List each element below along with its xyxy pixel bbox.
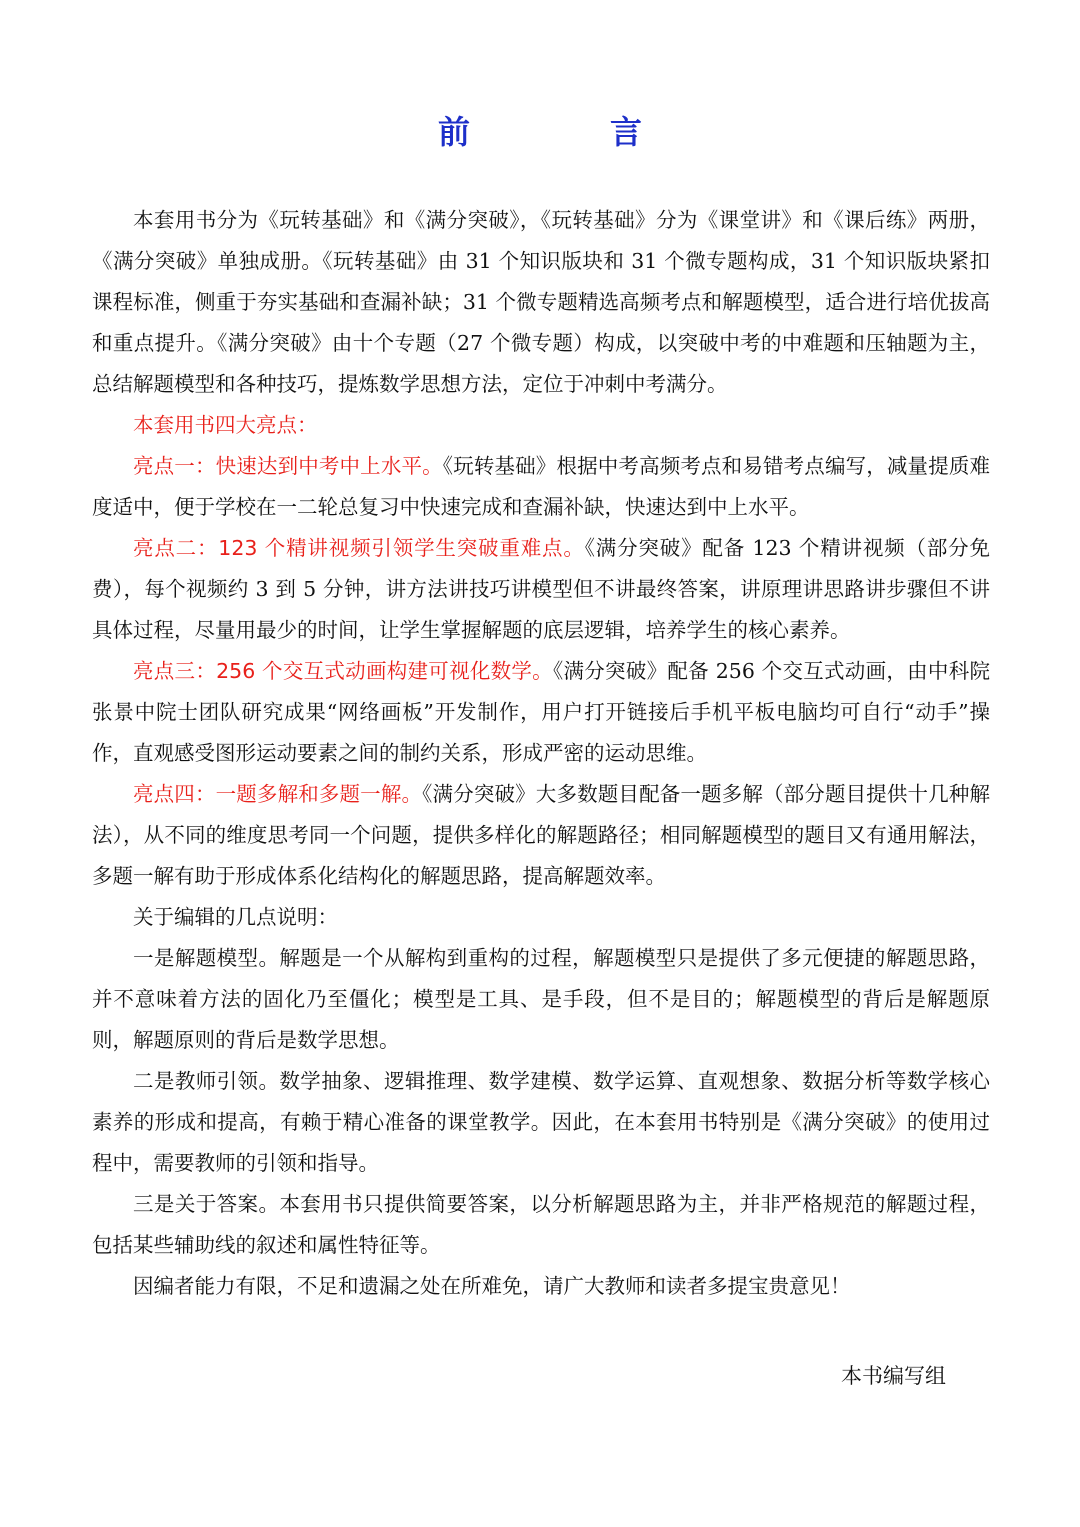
signature: 本书编写组: [841, 1364, 946, 1388]
note-3: 三是关于答案。本套用书只提供简要答案，以分析解题思路为主，并非严格规范的解题过程，包括某些辅助线的叙述和属性特征等。: [92, 1192, 990, 1257]
highlight-4-body: 《满分突破》大多数题目配备一题多解（部分题目提供十几种解法），从不同的维度思考同一个问题，提供多样化的解题路径；相同解题模型的题目又有通用解法，多题一解有助于形成体系化结构化的解题思路，提高解题效率。: [92, 782, 991, 888]
note-2: 二是教师引领。数学抽象、逻辑推理、数学建模、数学运算、直观想象、数据分析等数学核心素养的形成和提高，有赖于精心准备的课堂教学。因此，在本套用书特别是《满分突破》的使用过程中，需要教师的引领和指导。: [92, 1069, 990, 1175]
closing-paragraph: 因编者能力有限，不足和遗漏之处在所难免，请广大教师和读者多提宝贵意见！: [133, 1274, 851, 1298]
highlight-3-title: 亮点三：256 个交互式动画构建可视化数学。: [133, 659, 553, 683]
preface-body: [92, 200, 990, 1307]
highlight-4: [92, 774, 990, 897]
highlight-3: [92, 651, 990, 774]
intro-paragraph: 本套用书分为《玩转基础》和《满分突破》，《玩转基础》分为《课堂讲》和《课后练》两册，《满分突破》单独成册。《玩转基础》由 31 个知识版块和 31 个微专题构成，31 个知识版块紧扣课程标准，侧重于夯实基础和查漏补缺；31 个微专题精选高频考点和解题模型，适合进行培优拔高和重点提升。《满分突破》由十个专题（27 个微专题）构成，以突破中考的中难题和压轴题为主，总结解题模型和各种技巧，提炼数学思想方法，定位于冲刺中考满分。: [92, 208, 990, 396]
notes-heading: 关于编辑的几点说明：: [133, 905, 338, 929]
highlight-1-body: 《玩转基础》根据中考高频考点和易错考点编写，减量提质难度适中，便于学校在一二轮总复习中快速完成和查漏补缺，快速达到中上水平。: [92, 454, 991, 519]
highlights-heading: 本套用书四大亮点：: [133, 413, 318, 437]
note-1: 一是解题模型。解题是一个从解构到重构的过程，解题模型只是提供了多元便捷的解题思路，并不意味着方法的固化乃至僵化；模型是工具、是手段，但不是目的；解题模型的背后是解题原则，解题原则的背后是数学思想。: [92, 946, 990, 1052]
highlight-3-body: 《满分突破》配备 256 个交互式动画，由中科院张景中院士团队研究成果“网络画板”开发制作，用户打开链接后手机平板电脑均可自行“动手”操作，直观感受图形运动要素之间的制约关系，形成严密的运动思维。: [92, 659, 990, 765]
highlight-4-title: 亮点四：一题多解和多题一解。: [133, 782, 423, 806]
page-title: 前 言: [437, 113, 696, 151]
highlight-1: [92, 446, 990, 528]
highlight-2-body: 《满分突破》配备 123 个精讲视频（部分免费），每个视频约 3 到 5 分钟，讲方法讲技巧讲模型但不讲最终答案，讲原理讲思路讲步骤但不讲具体过程，尽量用最少的时间，让学生掌握解题的底层逻辑，培养学生的核心素养。: [92, 536, 990, 642]
highlight-1-title: 亮点一：快速达到中考中上水平。: [133, 454, 443, 478]
highlight-2-title: 亮点二：123 个精讲视频引领学生突破重难点。: [133, 536, 585, 560]
highlight-2: [92, 528, 990, 651]
